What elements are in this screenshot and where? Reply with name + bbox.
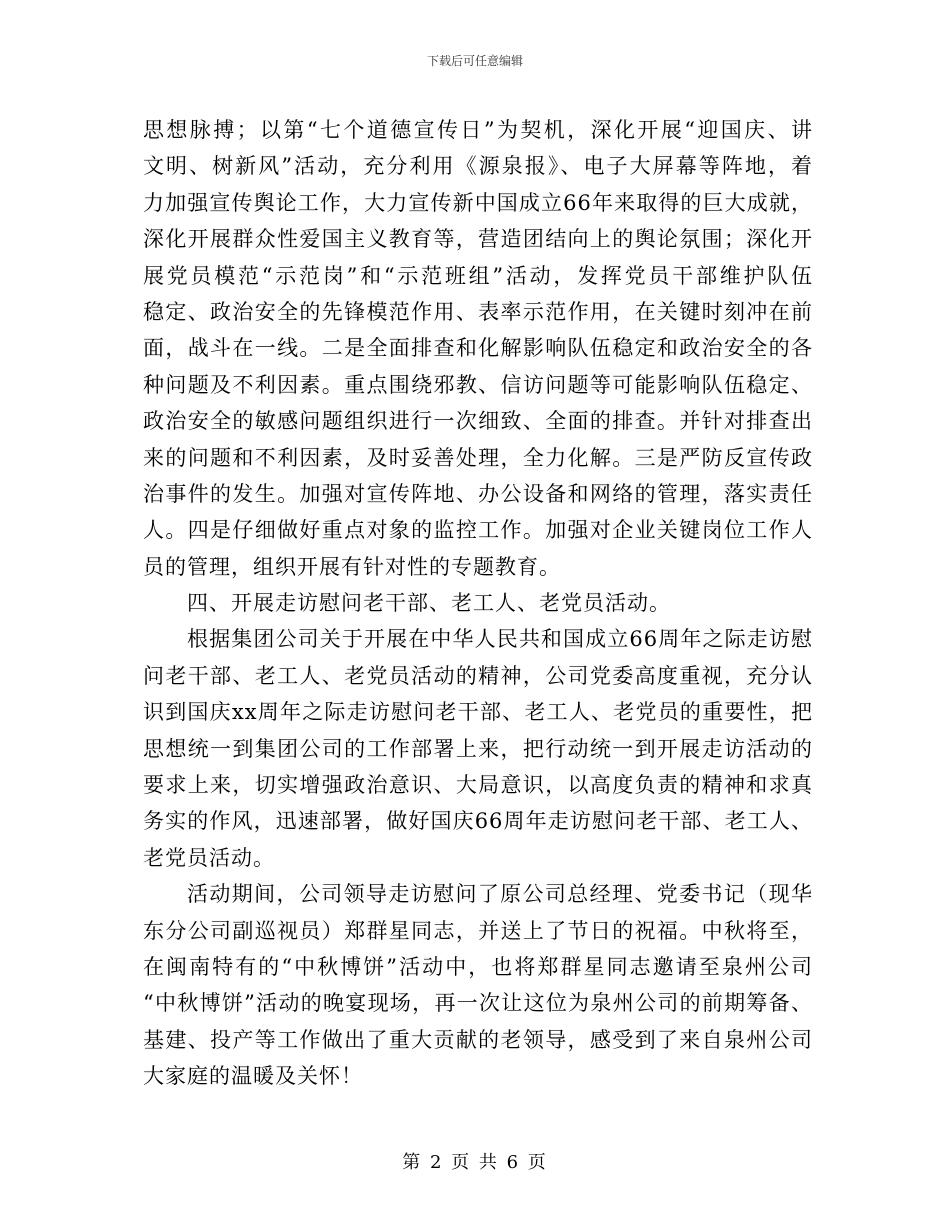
paragraph-line: “中秋博饼”活动的晚宴现场，再一次让这位为泉州公司的前期筹备、 <box>143 991 813 1016</box>
paragraph-line: 来的问题和不利因素，及时妥善处理，全力化解。三是严防反宣传政 <box>143 445 813 470</box>
paragraph-line: 人。四是仔细做好重点对象的监控工作。加强对企业关键岗位工作人 <box>143 518 813 543</box>
paragraph-line: 治事件的发生。加强对宣传阵地、办公设备和网络的管理，落实责任 <box>143 481 813 506</box>
paragraph <box>143 112 813 585</box>
paragraph-line: 务实的作风，迅速部署，做好国庆66周年走访慰问老干部、老工人、 <box>143 809 813 834</box>
paragraph-line: 思想脉搏；以第“七个道德宣传日”为契机，深化开展“迎国庆、讲 <box>143 118 813 142</box>
paragraph-line: 根据集团公司关于开展在中华人民共和国成立66周年之际走访慰 <box>187 627 813 652</box>
paragraph-line: 文明、树新风”活动，充分利用《源泉报》、电子大屏幕等阵地，着 <box>143 154 813 179</box>
paragraph <box>143 621 813 876</box>
paragraph-line: 四、开展走访慰问老干部、老工人、老党员活动。 <box>187 591 671 616</box>
paragraph-line: 在闽南特有的“中秋博饼”活动中，也将郑群星同志邀请至泉州公司 <box>143 954 813 979</box>
paragraph-line: 稳定、政治安全的先锋模范作用、表率示范作用，在关键时刻冲在前 <box>143 299 813 324</box>
paragraph-line: 思想统一到集团公司的工作部署上来，把行动统一到开展走访活动的 <box>143 736 813 761</box>
paragraph-line: 政治安全的敏感问题组织进行一次细致、全面的排查。并针对排查出 <box>143 409 813 434</box>
paragraph-line: 要求上来，切实增强政治意识、大局意识，以高度负责的精神和求真 <box>143 773 813 798</box>
paragraph-line: 东分公司副巡视员）郑群星同志，并送上了节日的祝福。中秋将至， <box>143 918 813 943</box>
paragraph-line: 识到国庆xx周年之际走访慰问老干部、老工人、老党员的重要性，把 <box>143 700 813 725</box>
paragraph-line: 力加强宣传舆论工作，大力宣传新中国成立66年来取得的巨大成就， <box>143 190 813 215</box>
paragraph-line: 展党员模范“示范岗”和“示范班组”活动，发挥党员干部维护队伍 <box>143 263 813 288</box>
page-header-note: 下载后可任意编辑 <box>426 54 523 68</box>
paragraph-line: 员的管理，组织开展有针对性的专题教育。 <box>143 554 561 579</box>
paragraph-line: 深化开展群众性爱国主义教育等，营造团结向上的舆论氛围；深化开 <box>143 227 813 252</box>
paragraph <box>143 585 813 621</box>
paragraph-line: 大家庭的温暖及关怀！ <box>143 1064 363 1089</box>
paragraph-line: 基建、投产等工作做出了重大贡献的老领导，感受到了来自泉州公司 <box>143 1027 813 1052</box>
paragraph-line: 问老干部、老工人、老党员活动的精神，公司党委高度重视，充分认 <box>143 663 813 688</box>
paragraph-line: 面，战斗在一线。二是全面排查和化解影响队伍稳定和政治安全的各 <box>143 336 813 361</box>
paragraph <box>143 876 813 1094</box>
paragraph-line: 活动期间，公司领导走访慰问了原公司总经理、党委书记（现华 <box>187 882 813 907</box>
page-number: 第 2 页 共 6 页 <box>402 1152 548 1173</box>
document-body <box>143 112 813 1095</box>
paragraph-line: 老党员活动。 <box>143 845 275 870</box>
paragraph-line: 种问题及不利因素。重点围绕邪教、信访问题等可能影响队伍稳定、 <box>143 372 813 397</box>
